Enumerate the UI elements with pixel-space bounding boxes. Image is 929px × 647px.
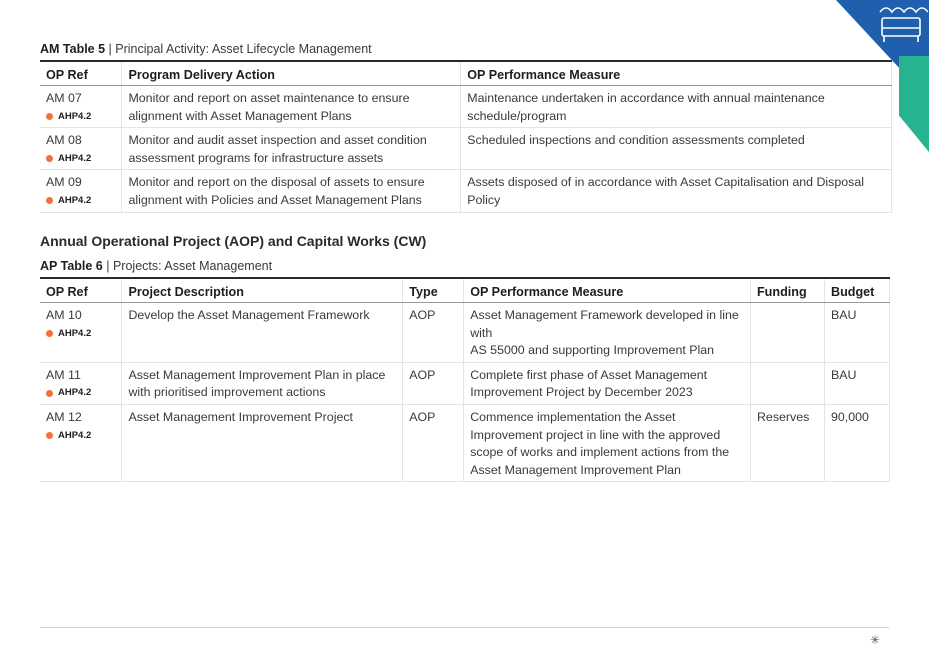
type-cell: [403, 303, 464, 363]
table-row: [40, 170, 892, 212]
table-header-row: [40, 61, 892, 86]
type-cell-text: AOP: [409, 367, 436, 382]
ahp-badge: [46, 108, 115, 126]
col-header: Funding: [750, 278, 824, 303]
badge-dot-icon: [46, 155, 53, 162]
budget-cell: [824, 404, 889, 481]
badge-label: AHP4.2: [58, 387, 92, 399]
am-table-caption-text: | Principal Activity: Asset Lifecycle Management: [105, 42, 372, 56]
budget-cell-text: BAU: [830, 308, 857, 322]
badge-label: AHP4.2: [58, 110, 92, 122]
table-row: [40, 404, 890, 481]
funding-cell: [750, 303, 824, 363]
action-cell-text: Monitor and report on asset maintenance to ensure alignment with Asset Management Plans: [128, 91, 410, 123]
table-header-row: [40, 278, 890, 303]
action-cell: [122, 86, 461, 128]
measure-cell-text: Scheduled inspections and condition assessments completed: [467, 133, 805, 148]
measure-cell: [464, 303, 751, 363]
col-header: Program Delivery Action: [122, 61, 461, 86]
col-header: OP Ref: [40, 278, 122, 303]
ahp-badge: [46, 325, 115, 343]
ahp-badge: [46, 427, 115, 445]
badge-dot-icon: [46, 330, 53, 337]
op-ref: AM 10: [46, 308, 82, 322]
measure-cell-text: Assets disposed of in accordance with Asset Capitalisation and Disposal Policy: [467, 175, 864, 207]
funding-cell: [750, 404, 824, 481]
badge-dot-icon: [46, 197, 53, 204]
measure-cell-text: Maintenance undertaken in accordance with annual maintenance schedule/program: [467, 91, 825, 123]
measure-cell-text: Complete first phase of Asset Management Improvement Project by December 2023: [470, 367, 708, 400]
op-ref: AM 09: [46, 175, 82, 190]
type-cell: [403, 362, 464, 404]
badge-dot-icon: [46, 432, 53, 439]
budget-cell: [824, 303, 889, 363]
funding-cell: [750, 362, 824, 404]
col-header: Project Description: [122, 278, 403, 303]
action-cell-text: Monitor and audit asset inspection and asset condition assessment programs for infrastructure assets: [128, 133, 427, 165]
action-cell: [122, 128, 461, 170]
op-ref-cell: [40, 128, 122, 170]
measure-cell-text: Asset Management Framework developed in line with AS 55000 and supporting Improvement Plan: [470, 308, 739, 358]
type-cell-text: AOP: [409, 409, 436, 424]
col-header: Budget: [824, 278, 889, 303]
budget-cell-text: BAU: [830, 367, 857, 382]
ap-table: [40, 277, 890, 482]
ap-table-caption: [40, 259, 272, 273]
badge-dot-icon: [46, 390, 53, 397]
measure-cell: [464, 362, 751, 404]
col-header: OP Performance Measure: [461, 61, 892, 86]
couch-icon: [876, 2, 928, 46]
op-ref: AM 12: [46, 409, 82, 424]
op-ref: AM 11: [46, 367, 81, 382]
op-ref: AM 08: [46, 133, 82, 148]
measure-cell: [464, 404, 751, 481]
description-cell: [122, 404, 403, 481]
funding-cell-text: Reserves: [756, 409, 810, 424]
ahp-badge: [46, 384, 115, 402]
description-cell: [122, 362, 403, 404]
table-row: [40, 128, 892, 170]
ap-table-caption-label: AP Table 6: [40, 259, 103, 273]
op-ref-cell: [40, 170, 122, 212]
col-header: OP Ref: [40, 61, 122, 86]
op-ref-cell: [40, 86, 122, 128]
col-header: OP Performance Measure: [464, 278, 751, 303]
badge-label: AHP4.2: [58, 194, 92, 206]
ap-table-caption-text: | Projects: Asset Management: [102, 259, 273, 273]
op-ref-cell: [40, 303, 122, 363]
table-row: [40, 362, 890, 404]
ahp-badge: [46, 192, 115, 210]
badge-label: AHP4.2: [58, 429, 92, 441]
budget-cell: [824, 362, 889, 404]
description-cell-text: Asset Management Improvement Plan in place with prioritised improvement actions: [128, 367, 386, 400]
description-cell: [122, 303, 403, 363]
type-cell: [403, 404, 464, 481]
action-cell: [122, 170, 461, 212]
description-cell-text: Develop the Asset Management Framework: [128, 308, 370, 322]
footer-logo-icon: ✳: [870, 633, 881, 647]
op-ref-cell: [40, 404, 122, 481]
badge-label: AHP4.2: [58, 327, 92, 339]
am-table: [40, 60, 892, 213]
measure-cell: [461, 170, 892, 212]
table-row: [40, 86, 892, 128]
badge-dot-icon: [46, 113, 53, 120]
am-table-caption: [40, 42, 372, 56]
type-cell-text: AOP: [409, 308, 436, 322]
measure-cell: [461, 128, 892, 170]
footer-divider: [40, 627, 889, 628]
col-header: Type: [403, 278, 464, 303]
op-ref-cell: [40, 362, 122, 404]
badge-label: AHP4.2: [58, 152, 92, 164]
measure-cell: [461, 86, 892, 128]
action-cell-text: Monitor and report on the disposal of assets to ensure alignment with Policies and Asset Management Plans: [128, 175, 425, 207]
budget-cell-text: 90,000: [830, 409, 869, 424]
corner-decoration-green: [899, 56, 929, 152]
ahp-badge: [46, 150, 115, 168]
op-ref: AM 07: [46, 91, 82, 105]
measure-cell-text: Commence implementation the Asset Improvement project in line with the approved scope of works and implement actions from the Asset Management Improvement Plan: [470, 409, 730, 477]
table-row: [40, 303, 890, 363]
section-heading: Annual Operational Project (AOP) and Capital Works (CW): [40, 233, 427, 249]
am-table-caption-label: AM Table 5: [40, 42, 106, 56]
description-cell-text: Asset Management Improvement Project: [128, 409, 353, 424]
